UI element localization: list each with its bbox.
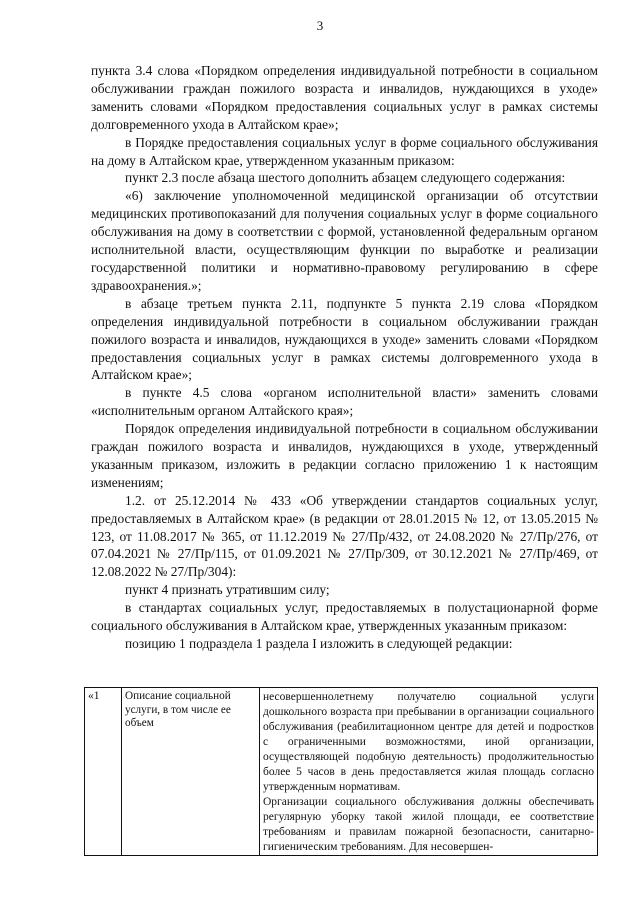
table-content-paragraph: несовершеннолетнему получателю социальной услуги дошкольного возраста при пребывании в организации социального обслуживания (реабилитационном центре для детей и подростков с ограниченными возможностями, иной организации, осуществляющей подобную деятельность) продолжительностью более 5 часов в день предоставляется жилая площадь согласно утвержденным нормативам. xyxy=(263,691,594,793)
page-number: 3 xyxy=(316,18,324,33)
paragraph: «6) заключение уполномоченной медицинской организации об отсутствии медицинских противопоказаний для получения социальных услуг в форме социального обслуживания на дому в соответствии с формой, установленной федеральным органом исполнительной власти, осуществляющим функции по выработке и реализации государственной политики и нормативно-правовому регулированию в сфере здравоохранения.»; xyxy=(91,188,598,293)
paragraph: в пункте 4.5 слова «органом исполнительной власти» заменить словами «исполнительным органом Алтайского края»; xyxy=(91,385,598,419)
paragraph: в стандартах социальных услуг, предоставляемых в полустационарной форме социального обслуживания в Алтайском крае, утвержденных указанным приказом: xyxy=(91,600,598,634)
standards-table xyxy=(84,687,598,856)
paragraph: Порядок определения индивидуальной потребности в социальном обслуживании граждан пожилого возраста и инвалидов, нуждающихся в уходе, утвержденный указанным приказом, изложить в редакции согласно приложению 1 к настоящим изменениям; xyxy=(91,421,598,490)
table-row xyxy=(85,688,598,856)
paragraph: в Порядке предоставления социальных услуг в форме социального обслуживания на дому в Алтайском крае, утвержденном указанным приказом: xyxy=(91,134,598,168)
table-cell-content xyxy=(260,688,598,856)
paragraph: пункта 3.4 слова «Порядком определения индивидуальной потребности в социальном обслуживании граждан пожилого возраста и инвалидов, нуждающихся в уходе» заменить словами «Порядком предоставления социальных услуг в рамках системы долговременного ухода в Алтайском крае»; xyxy=(91,63,598,132)
paragraph: 1.2. от 25.12.2014 № 433 «Об утверждении стандартов социальных услуг, предоставляемых в Алтайском крае» (в редакции от 28.01.2015 № 12, от 13.05.2015 № 123, от 11.08.2017 № 365, от 11.12.2019 № 27/Пр/432, от 24.08.2020 № 27/Пр/276, от 07.04.2021 № 27/Пр/115, от 01.09.2021 № 27/Пр/309, от 30.12.2021 № 27/Пр/469, от 12.08.2022 № 27/Пр/304): xyxy=(91,492,598,580)
table-cell-number: «1 xyxy=(85,688,122,856)
paragraph: пункт 4 признать утратившим силу; xyxy=(125,582,330,598)
paragraph: позицию 1 подраздела 1 раздела I изложить в следующей редакции: xyxy=(125,636,513,651)
table-cell-label: Описание социальной услуги, в том числе ее объем xyxy=(122,688,260,856)
document-body xyxy=(91,62,598,653)
table-content-paragraph: Организации социального обслуживания должны обеспечивать регулярную уборку такой жилой площади, ее соответствие требованиям и правилам пожарной безопасности, санитарно-гигиеническим требованиям. Для несовершен- xyxy=(263,796,594,853)
paragraph: пункт 2.3 после абзаца шестого дополнить абзацем следующего содержания: xyxy=(125,170,566,186)
paragraph: в абзаце третьем пункта 2.11, подпункте 5 пункта 2.19 слова «Порядком определения индивидуальной потребности в социальном обслуживании граждан пожилого возраста и инвалидов, нуждающихся в уходе» заменить словами «Порядком предоставления социальных услуг в рамках системы долговременного ухода в Алтайском крае»; xyxy=(91,295,598,383)
